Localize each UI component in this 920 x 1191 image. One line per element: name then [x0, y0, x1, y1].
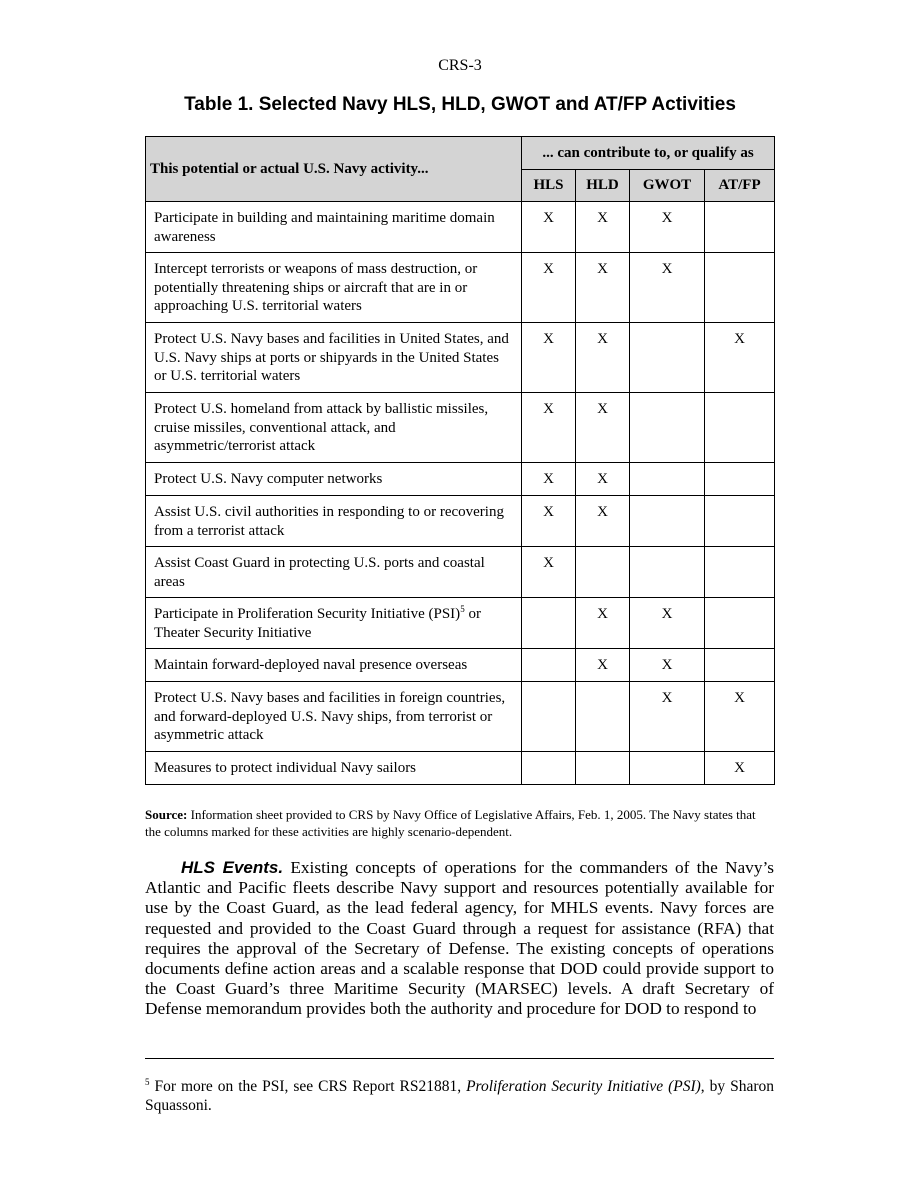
mark-cell-hls: X [522, 323, 576, 393]
activity-cell [146, 682, 522, 752]
mark-cell-gwot: X [630, 253, 705, 323]
mark-cell-hld: X [576, 463, 630, 496]
mark-cell-gwot: X [630, 649, 705, 682]
mark-cell-at-fp [705, 547, 775, 598]
mark-cell-hls: X [522, 253, 576, 323]
mark-cell-at-fp: X [705, 323, 775, 393]
mark-cell-hld: X [576, 323, 630, 393]
activity-cell [146, 323, 522, 393]
mark-cell-hls [522, 752, 576, 785]
activity-cell [146, 253, 522, 323]
activity-cell [146, 752, 522, 785]
activities-table [145, 136, 775, 785]
paragraph-text: Existing concepts of operations for the commanders of the Navy’s Atlantic and Pacific fleets describe Navy support and resources potentially available for use by the Coast Guard, as the lead federal agency, for MHLS events. Navy forces are requested and provided to the Coast Guard through a request for assistance (RFA) that requires the approval of the Secretary of Defense. The existing concepts of operations documents define action areas and a scalable response that DOD could provide support to the Coast Guard’s three Maritime Security (MARSEC) levels. A draft Secretary of Defense memorandum provides both the authority and procedure for DOD to respond to [145, 858, 774, 1019]
activity-text: Protect U.S. Navy computer networks [154, 471, 383, 487]
mark-cell-hls: X [522, 202, 576, 253]
body-paragraph [145, 858, 774, 1020]
footnote [145, 1077, 774, 1115]
mark-cell-hls: X [522, 463, 576, 496]
footnote-reference: 5 [460, 604, 465, 614]
mark-cell-hld [576, 752, 630, 785]
activity-text-continued: or Theater Security Initiative [154, 606, 481, 641]
column-header-hls: HLS [522, 170, 576, 202]
mark-cell-hls [522, 682, 576, 752]
mark-cell-gwot [630, 496, 705, 547]
activity-text: Protect U.S. Navy bases and facilities in United States, and U.S. Navy ships at ports or shipyards in the United States or U.S. territorial waters [154, 331, 509, 384]
mark-cell-hld [576, 547, 630, 598]
mark-cell-gwot: X [630, 202, 705, 253]
table-source-note [145, 806, 774, 840]
activity-cell [146, 463, 522, 496]
table-row [146, 547, 775, 598]
footnote-report-title: Proliferation Security Initiative (PSI) [466, 1078, 701, 1095]
activity-text: Maintain forward-deployed naval presence overseas [154, 657, 468, 673]
table-row [146, 463, 775, 496]
column-header-hld: HLD [576, 170, 630, 202]
mark-cell-gwot [630, 393, 705, 463]
mark-cell-gwot [630, 323, 705, 393]
mark-cell-at-fp [705, 598, 775, 649]
activity-cell [146, 496, 522, 547]
table-row [146, 202, 775, 253]
activity-cell [146, 393, 522, 463]
mark-cell-gwot [630, 752, 705, 785]
activity-text: Protect U.S. homeland from attack by ballistic missiles, cruise missiles, conventional attack, and asymmetric/terrorist attack [154, 401, 489, 454]
footnote-text-after: , by Sharon Squassoni. [145, 1078, 774, 1114]
table-title: Table 1. Selected Navy HLS, HLD, GWOT and AT/FP Activities [184, 94, 736, 115]
footnote-text-before: For more on the PSI, see CRS Report RS21881, [149, 1078, 467, 1095]
mark-cell-gwot: X [630, 598, 705, 649]
activity-cell [146, 598, 522, 649]
mark-cell-hls [522, 649, 576, 682]
mark-cell-at-fp: X [705, 752, 775, 785]
page-number: CRS-3 [438, 57, 482, 74]
mark-cell-at-fp [705, 649, 775, 682]
table-row [146, 496, 775, 547]
activity-text: Participate in building and maintaining maritime domain awareness [154, 210, 495, 245]
mark-cell-hld: X [576, 393, 630, 463]
activity-cell [146, 202, 522, 253]
activity-text: Intercept terrorists or weapons of mass destruction, or potentially threatening ships or aircraft that are in or approaching U.S. territorial waters [154, 261, 478, 314]
mark-cell-hld [576, 682, 630, 752]
mark-cell-hld: X [576, 598, 630, 649]
activity-column-header: This potential or actual U.S. Navy activity... [146, 137, 522, 202]
activity-text: Participate in Proliferation Security Initiative (PSI) [154, 606, 461, 622]
mark-cell-hls: X [522, 393, 576, 463]
activity-text: Assist U.S. civil authorities in responding to or recovering from a terrorist attack [154, 504, 504, 539]
activity-text: Protect U.S. Navy bases and facilities in foreign countries, and forward-deployed U.S. Navy ships, from terrorist or asymmetric attack [154, 690, 506, 743]
mark-cell-at-fp [705, 393, 775, 463]
activity-text: Assist Coast Guard in protecting U.S. ports and coastal areas [154, 555, 485, 590]
mark-cell-hls: X [522, 496, 576, 547]
table-row [146, 649, 775, 682]
table-row [146, 682, 775, 752]
footnote-divider [145, 1058, 774, 1059]
activity-text: Measures to protect individual Navy sailors [154, 760, 417, 776]
mark-cell-hld: X [576, 649, 630, 682]
column-header-at-fp: AT/FP [705, 170, 775, 202]
section-heading: HLS Events. [181, 858, 284, 877]
mark-cell-hld: X [576, 202, 630, 253]
table-row [146, 323, 775, 393]
mark-cell-at-fp [705, 253, 775, 323]
footnote-number: 5 [145, 1076, 150, 1087]
mark-cell-hls: X [522, 547, 576, 598]
mark-cell-hld: X [576, 496, 630, 547]
table-row [146, 253, 775, 323]
mark-cell-at-fp: X [705, 682, 775, 752]
activity-cell [146, 547, 522, 598]
mark-cell-at-fp [705, 496, 775, 547]
mark-cell-gwot [630, 463, 705, 496]
table-row [146, 598, 775, 649]
mark-cell-at-fp [705, 463, 775, 496]
mark-cell-hls [522, 598, 576, 649]
source-text: Information sheet provided to CRS by Navy Office of Legislative Affairs, Feb. 1, 2005. The Navy states that the columns marked for these activities are highly scenario-dependent. [145, 807, 756, 839]
table-row [146, 393, 775, 463]
mark-cell-hld: X [576, 253, 630, 323]
source-label: Source: [145, 807, 188, 822]
mark-cell-gwot: X [630, 682, 705, 752]
qualify-group-header: ... can contribute to, or qualify as [522, 137, 775, 170]
mark-cell-at-fp [705, 202, 775, 253]
mark-cell-gwot [630, 547, 705, 598]
column-header-gwot: GWOT [630, 170, 705, 202]
table-row [146, 752, 775, 785]
activity-cell [146, 649, 522, 682]
